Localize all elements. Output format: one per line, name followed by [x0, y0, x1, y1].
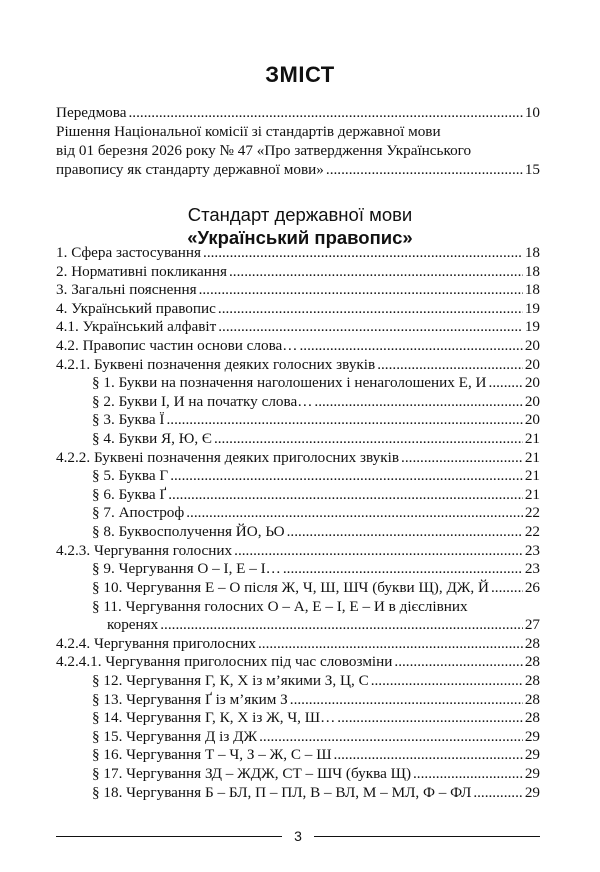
intro-section [56, 103, 540, 179]
entry-page: 28 [524, 672, 540, 690]
entry-text: § 8. Буквосполучення ЙО, ЬО [92, 522, 285, 540]
entry-text: § 17. Чергування ЗД – ЖДЖ, СТ – ШЧ (буква Щ) [92, 765, 411, 783]
toc-entry[interactable] [56, 356, 540, 375]
dot-leader [489, 374, 523, 393]
toc-entry[interactable] [56, 244, 540, 263]
dot-leader [258, 635, 523, 654]
dot-leader [234, 542, 523, 561]
entry-page: 28 [524, 709, 540, 727]
entry-text: § 3. Буква Ї [92, 411, 165, 429]
toc-entry[interactable] [56, 411, 540, 430]
toc-entry[interactable] [56, 653, 540, 672]
dot-leader [394, 653, 522, 672]
toc-entry[interactable] [56, 709, 540, 728]
entry-page: 18 [524, 281, 540, 299]
contents-title: ЗМІСТ [265, 62, 335, 87]
entry-page: 29 [524, 765, 540, 783]
toc-entry[interactable] [56, 635, 540, 654]
toc-entry-foreword[interactable] [56, 103, 540, 122]
dot-leader [473, 784, 523, 803]
dot-leader [326, 160, 523, 179]
toc-entry-decision-line2[interactable]: від 01 березня 2026 року № 47 «Про затвердження Українського [56, 142, 472, 159]
toc-entry[interactable] [56, 579, 540, 598]
dot-leader [491, 579, 523, 598]
entry-page: 21 [524, 485, 540, 503]
entry-page: 22 [524, 522, 540, 540]
entry-text: § 12. Чергування Г, К, Х із м’якими З, Ц, С [92, 672, 369, 690]
entry-text: § 2. Букви І, И на початку слова… [92, 392, 313, 410]
toc-entry[interactable] [56, 765, 540, 784]
dot-leader [287, 523, 523, 542]
dot-leader [203, 244, 523, 263]
toc-list [56, 244, 540, 802]
entry-text: коренях [107, 616, 159, 634]
dot-leader [186, 504, 523, 523]
footer-rule-left [56, 836, 282, 837]
entry-text: 4. Український правопис [56, 299, 216, 317]
dot-leader [290, 691, 523, 710]
entry-page: 20 [524, 355, 540, 373]
entry-text: § 7. Апостроф [92, 504, 185, 522]
entry-page: 26 [524, 578, 540, 596]
entry-page: 21 [524, 467, 540, 485]
dot-leader [170, 467, 523, 486]
toc-entry[interactable] [56, 337, 540, 356]
entry-page: 20 [524, 374, 540, 392]
entry-text: § 14. Чергування Г, К, Х із Ж, Ч, Ш… [92, 709, 336, 727]
entry-page: 29 [524, 727, 540, 745]
toc-entry[interactable] [56, 393, 540, 412]
entry-page: 28 [524, 653, 540, 671]
toc-entry-decision-line1[interactable]: Рішення Національної комісії зі стандартів державної мови [56, 123, 441, 140]
standard-heading-line1: Стандарт державної мови [187, 204, 413, 225]
entry-text: 4.2.4.1. Чергування приголосних під час словозміни [56, 653, 393, 671]
entry-text: 4.2.1. Буквені позначення деяких голосних звуків [56, 355, 376, 373]
toc-entry[interactable] [56, 467, 540, 486]
entry-page: 23 [524, 560, 540, 578]
entry-text: § 15. Чергування Д із ДЖ [92, 727, 258, 745]
toc-entry[interactable] [56, 263, 540, 282]
page-number: 3 [294, 828, 302, 844]
dot-leader [283, 560, 523, 579]
entry-page: 28 [524, 690, 540, 708]
entry-text: § 13. Чергування Ґ із м’яким З [92, 690, 288, 708]
entry-text: § 5. Буква Г [92, 467, 169, 485]
entry-page: 19 [524, 318, 540, 336]
dot-leader [401, 449, 523, 468]
toc-entry-decision-line3[interactable] [56, 160, 540, 179]
entry-text: § 10. Чергування Е – О після Ж, Ч, Ш, ШЧ (букви Щ), ДЖ, Й [92, 578, 489, 596]
entry-page: 20 [524, 336, 540, 354]
entry-page: 29 [524, 783, 540, 801]
entry-page: 27 [524, 616, 540, 634]
dot-leader [337, 709, 523, 728]
entry-text: § 11. Чергування голосних О – А, Е – І, Е – И в дієслівних [92, 598, 468, 616]
toc-entry[interactable] [56, 560, 540, 579]
entry-text: § 16. Чергування Т – Ч, З – Ж, С – Ш [92, 746, 332, 764]
entry-page: 21 [524, 429, 540, 447]
entry-text: 3. Загальні пояснення [56, 281, 197, 299]
standard-heading-line2: «Український правопис» [187, 227, 413, 248]
dot-leader [371, 672, 523, 691]
entry-text: 4.2. Правопис частин основи слова… [56, 336, 298, 354]
entry-text: 1. Сфера застосування [56, 244, 202, 261]
dot-leader [168, 486, 523, 505]
toc-entry[interactable] [56, 430, 540, 449]
toc-entry[interactable] [56, 449, 540, 468]
toc-entry[interactable] [56, 486, 540, 505]
entry-text: 2. Нормативні покликання [56, 262, 227, 280]
entry-text: 4.2.2. Буквені позначення деяких приголосних звуків [56, 448, 400, 466]
entry-page: 22 [524, 504, 540, 522]
toc-entry[interactable] [56, 597, 540, 616]
toc-entry[interactable] [56, 784, 540, 803]
dot-leader [300, 337, 523, 356]
entry-text: § 9. Чергування О – І, Е – І… [92, 560, 281, 578]
dot-leader [229, 263, 523, 282]
entry-page: 19 [524, 299, 540, 317]
toc-entry-continuation[interactable] [56, 616, 540, 635]
page-footer [56, 828, 540, 844]
dot-leader [377, 356, 523, 375]
entry-text: 4.2.4. Чергування приголосних [56, 634, 256, 652]
toc-entry[interactable] [56, 691, 540, 710]
dot-leader [160, 616, 523, 635]
entry-page: 20 [524, 411, 540, 429]
dot-leader [218, 318, 523, 337]
dot-leader [259, 728, 523, 747]
entry-page: 20 [524, 392, 540, 410]
toc-entry[interactable] [56, 746, 540, 765]
entry-text: § 18. Чергування Б – БЛ, П – ПЛ, В – ВЛ, М – МЛ, Ф – ФЛ [92, 783, 472, 801]
dot-leader [166, 411, 522, 430]
toc-entry[interactable] [56, 728, 540, 747]
toc-entry[interactable] [56, 374, 540, 393]
dot-leader [129, 103, 523, 122]
entry-page: 21 [524, 448, 540, 466]
entry-page: 15 [524, 161, 540, 178]
dot-leader [214, 430, 523, 449]
toc-entry[interactable] [56, 281, 540, 300]
toc-entry[interactable] [56, 523, 540, 542]
entry-text: § 4. Букви Я, Ю, Є [92, 429, 212, 447]
entry-page: 10 [524, 104, 540, 121]
dot-leader [334, 746, 523, 765]
toc-entry[interactable] [56, 542, 540, 561]
entry-text: 4.2.3. Чергування голосних [56, 541, 233, 559]
standard-heading [0, 203, 600, 249]
dot-leader [199, 281, 523, 300]
entry-page: 18 [524, 244, 540, 261]
dot-leader [218, 300, 523, 319]
toc-entry[interactable] [56, 672, 540, 691]
entry-text: 4.1. Український алфавіт [56, 318, 217, 336]
entry-text: правопису як стандарту державної мови» [56, 161, 324, 178]
entry-text: Передмова [56, 104, 127, 121]
entry-text: § 1. Букви на позначення наголошених і ненаголошених Е, И [92, 374, 487, 392]
dot-leader [314, 393, 522, 412]
toc-entry[interactable] [56, 300, 540, 319]
footer-rule-right [314, 836, 540, 837]
dot-leader [413, 765, 523, 784]
toc-entry[interactable] [56, 318, 540, 337]
entry-page: 18 [524, 262, 540, 280]
entry-page: 23 [524, 541, 540, 559]
entry-page: 29 [524, 746, 540, 764]
toc-entry[interactable] [56, 504, 540, 523]
entry-text: § 6. Буква Ґ [92, 485, 167, 503]
entry-page: 28 [524, 634, 540, 652]
